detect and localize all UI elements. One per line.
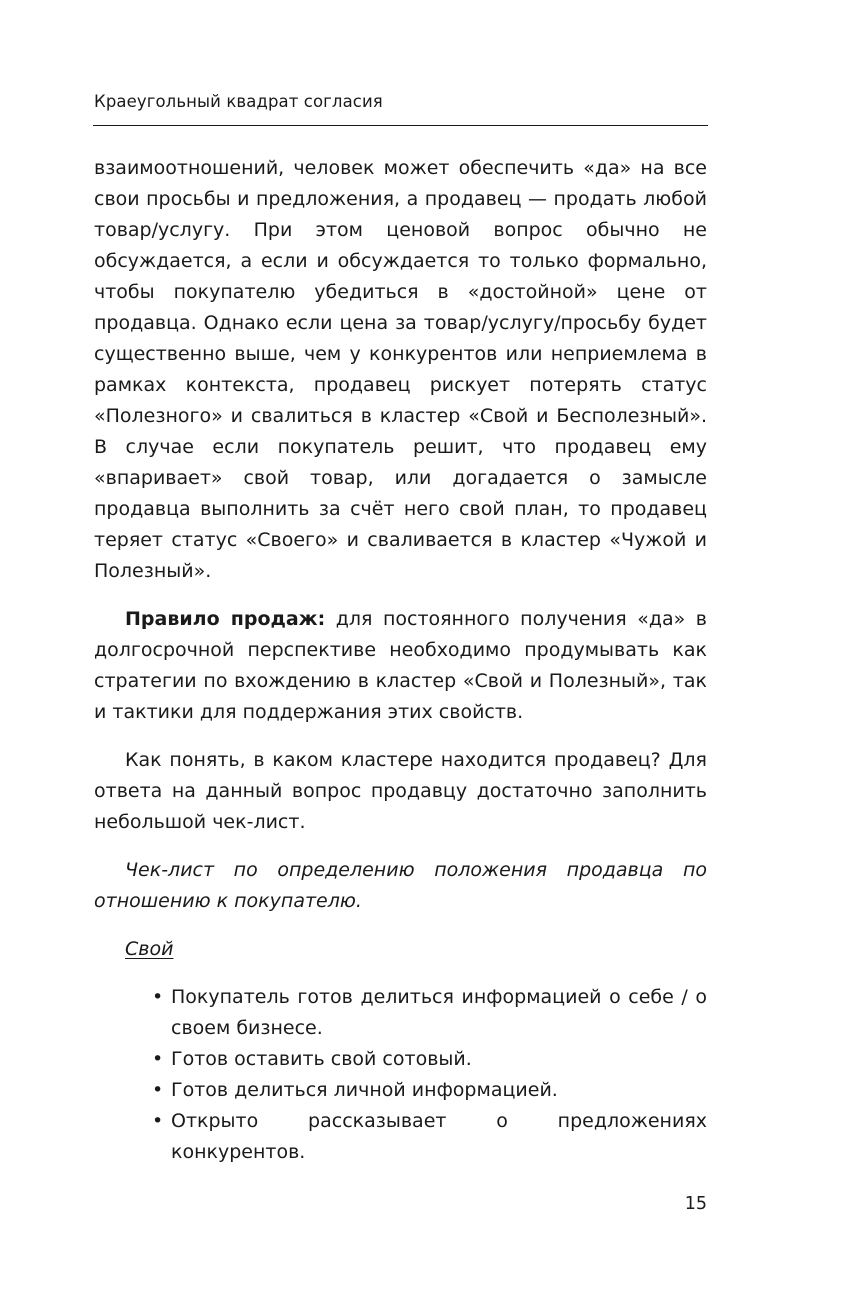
list-item-text: Готов оставить свой сотовый. <box>171 1048 472 1070</box>
sales-rule-label: Правило продаж: <box>125 608 326 630</box>
checklist-heading: Свой <box>125 938 174 960</box>
list-item <box>152 982 707 1044</box>
running-header: Краеугольный квадрат согласия <box>94 92 383 111</box>
checklist-intro: Чек-лист по определению положения продавца по отношению к покупателю. <box>94 859 707 912</box>
bullet-icon: • <box>152 1079 164 1101</box>
page-number: 15 <box>684 1194 707 1214</box>
sales-rule-text: для постоянного получения «да» в долгосрочной перспективе необходимо продумывать как стратегии по вхождению в кластер «Свой и Полезный», так и тактики для поддержания этих свойств. <box>94 608 707 723</box>
list-item-text: Покупатель готов делиться информацией о себе / о своем бизнесе. <box>171 986 707 1039</box>
bullet-icon: • <box>152 1110 164 1132</box>
list-item <box>152 1106 707 1168</box>
paragraph-3: Как понять, в каком кластере находится продавец? Для ответа на данный вопрос продавцу достаточно заполнить небольшой чек-лист. <box>94 749 707 833</box>
header-rule <box>93 125 708 126</box>
paragraph-1: взаимоотношений, человек может обеспечить «да» на все свои просьбы и предложения, а продавец — продать любой товар/услугу. При этом ценовой вопрос обычно не обсуждается, а если и обсуждается то только формально, чтобы покупателю убедиться в «достойной» цене от продавца. Однако если цена за товар/услугу/просьбу будет существенно выше, чем у конкурентов или неприемлема в рамках контекста, продавец рискует потерять статус «Полезного» и свалиться в кластер «Свой и Бесполезный». В случае если покупатель решит, что продавец ему «впаривает» свой товар, или догадается о замысле продавца выполнить за счёт него свой план, то продавец теряет статус «Своего» и сваливается в кластер «Чужой и Полезный». <box>94 157 707 582</box>
page-body <box>94 153 707 1168</box>
list-item <box>152 1075 707 1106</box>
list-item-text: Готов делиться личной информацией. <box>171 1079 558 1101</box>
list-item-text: Открыто рассказывает о предложениях конкурентов. <box>171 1110 707 1163</box>
sales-rule-paragraph <box>94 604 707 728</box>
list-item <box>152 1044 707 1075</box>
checklist <box>94 982 707 1168</box>
bullet-icon: • <box>152 1048 164 1070</box>
bullet-icon: • <box>152 986 164 1008</box>
